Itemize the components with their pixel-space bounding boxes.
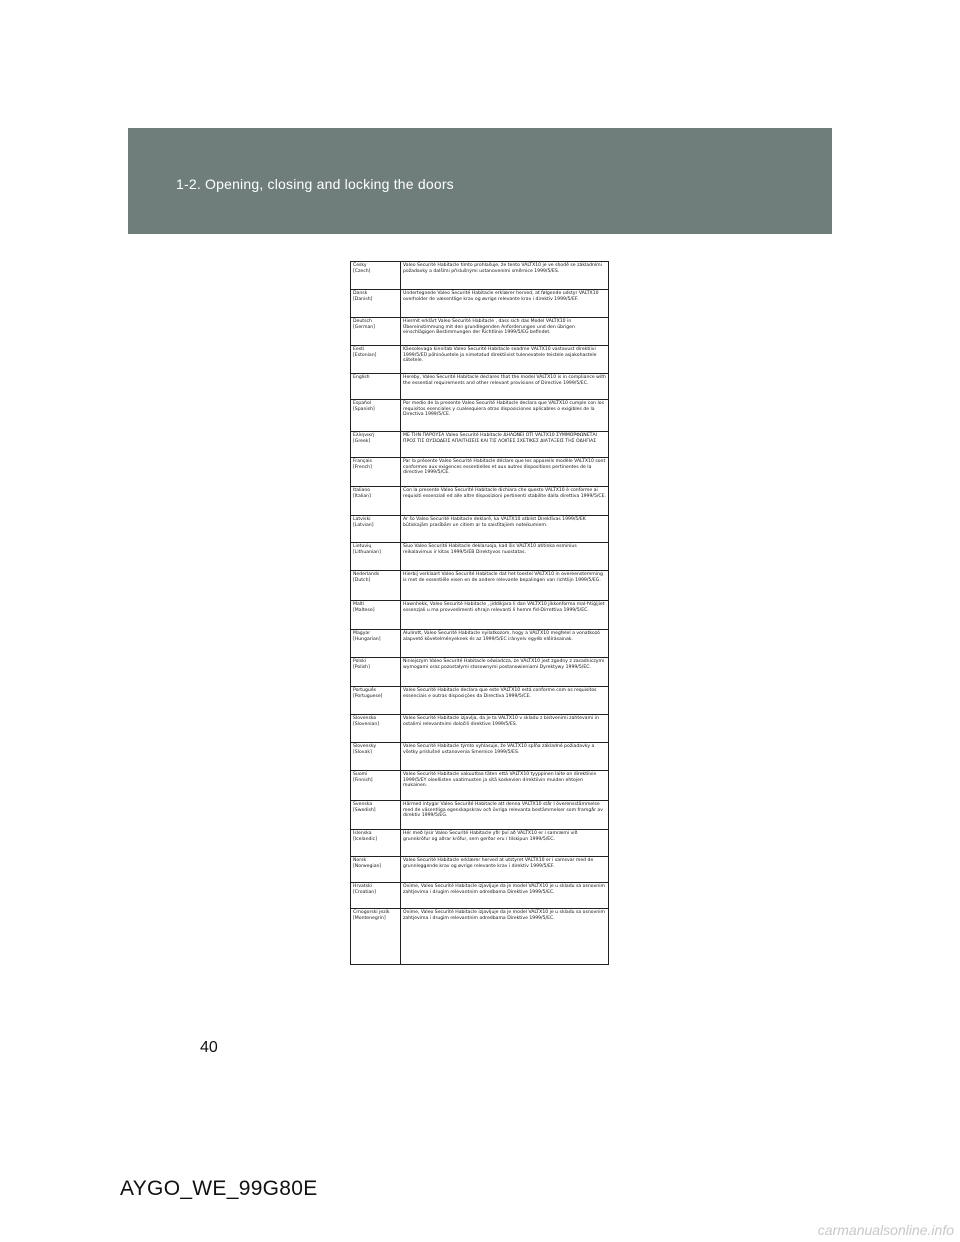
declaration-text: Undertegnede Valeo Securité Habitacle erklærer herved, at følgende udstyr VALTX10 overholder de væsentlige krav og øvrige relevante krav i direktiv 1999/5/EF. bbox=[401, 290, 609, 318]
declaration-text: Par la présente Valeo Securité Habitacle déclare que les appareils modèle VALTX10 sont conformes aux exigences essentielles et aux autres dispositions pertinentes de la directive 1999/5/CE. bbox=[401, 458, 609, 487]
table-row bbox=[351, 400, 609, 432]
document-code: AYGO_WE_99G80E bbox=[120, 1177, 318, 1200]
table-row bbox=[351, 771, 609, 801]
declaration-text: Hierbij verklaart Valeo Securité Habitacle dat het toestel VALTX10 in overeenstemming is met de essentiële eisen en de andere relevante bepalingen van richtlijn 1999/5/EG. bbox=[401, 571, 609, 601]
language-english-name: [French] bbox=[353, 464, 372, 470]
language-english-name: [Dutch] bbox=[353, 577, 371, 583]
language-cell bbox=[351, 743, 401, 771]
table-row bbox=[351, 346, 609, 374]
language-name: Íslenska bbox=[353, 831, 372, 836]
language-name: Malti bbox=[353, 602, 365, 607]
language-cell bbox=[351, 830, 401, 857]
table-row bbox=[351, 715, 609, 743]
page-header bbox=[128, 128, 832, 234]
language-english-name: [Norwegian] bbox=[353, 863, 382, 869]
declaration-text: Hér með lýsir Valeo Securité Habitacle yfir því að VALTX10 er í samræmi við grunnkröfur og aðrar kröfur, sem gerðar eru í tilskipun 1999/5/EC. bbox=[401, 830, 609, 857]
language-name: Français bbox=[353, 459, 372, 464]
language-name: Svenska bbox=[353, 802, 373, 807]
language-cell bbox=[351, 857, 401, 883]
language-english-name: [Slovak] bbox=[353, 749, 372, 755]
table-row bbox=[351, 374, 609, 400]
language-english-name: [Portuguese] bbox=[353, 693, 383, 699]
language-english-name: [Italian] bbox=[353, 493, 371, 499]
language-cell bbox=[351, 883, 401, 909]
declaration-text: Härmed intygar Valeo Securité Habitacle att denna VALTX10 står I överensstämmelse med de väsentliga egenskapskrav och övriga relevanta bestämmelser som framgår av direktiv 1999/5/EG. bbox=[401, 801, 609, 830]
language-cell bbox=[351, 374, 401, 400]
language-name: Česky bbox=[353, 263, 367, 268]
declaration-text: Valeo Securité Habitacle declara que este VALTX10 está conforme com os requisitos essenciais e outras disposições da Directiva 1999/5/CE. bbox=[401, 687, 609, 715]
declaration-text: Con la presente Valeo Securité Habitacle dichiara che questo VALTX10 è conforme ai requisiti essenziali ed alle altre disposizioni pertinenti stabilite dalla direttiva 1999/5/CE. bbox=[401, 487, 609, 516]
table-row bbox=[351, 630, 609, 658]
language-cell bbox=[351, 290, 401, 318]
language-cell bbox=[351, 715, 401, 743]
table-row bbox=[351, 687, 609, 715]
declaration-text: Hereby, Valeo Securité Habitacle declares that the model VALTX10 is in compliance with the essential requirements and other relevant provisions of Directive 1999/5/EC. bbox=[401, 374, 609, 400]
declaration-text: ΜΕ ΤΗΝ ΠΑΡΟΥΣΑ Valeo Securité Habitacle ΔΗΛΩΝΕΙ ΟΤΙ VALTX10 ΣΥΜΜΟΡΦΩΝΕΤΑΙ ΠΡΟΣ ΤΙΣ ΟΥΣΙΩΔΕΙΣ ΑΠΑΙΤΗΣΕΙΣ ΚΑΙ ΤΙΣ ΛΟΙΠΕΣ ΣΧΕΤΙΚΕΣ ΔΙΑΤΑΞΕΙΣ ΤΗΣ ΟΔΗΓΙΑΣ bbox=[401, 432, 609, 458]
language-name: Slovensko bbox=[353, 716, 377, 721]
language-english-name: [German] bbox=[353, 324, 375, 330]
language-name: Magyar bbox=[353, 631, 371, 636]
declaration-text: Valeo Securité Habitacle vakuuttaa täten että VALTX10 tyyppinen laite on direktiivin 1999/5/EY oleellisten vaatimusten ja sitä koskevien direktiivin muiden ehtojen mukainen. bbox=[401, 771, 609, 801]
language-english-name: [Maltese] bbox=[353, 607, 375, 613]
language-name: Norsk bbox=[353, 858, 367, 863]
language-name: Português bbox=[353, 688, 377, 693]
language-cell bbox=[351, 801, 401, 830]
language-cell bbox=[351, 571, 401, 601]
declaration-text: Ovime, Valeo Securité Habitacle izjavljuje da je model VALTX10 je u skladu sa osnovnim zahtjevima i drugim relevantnim odredbama Direktive 1999/5/EC. bbox=[401, 909, 609, 965]
language-name: Español bbox=[353, 401, 372, 406]
table-row bbox=[351, 318, 609, 346]
table-row bbox=[351, 857, 609, 883]
language-cell bbox=[351, 516, 401, 543]
table-row bbox=[351, 516, 609, 543]
language-cell bbox=[351, 630, 401, 658]
language-english-name: [Slovenian] bbox=[353, 721, 380, 727]
table-row bbox=[351, 458, 609, 487]
declaration-text: Hiermit erklärt Valeo Securité Habitacle , dass sich das Model VALTX10 in Übereinstimmung mit den grundlegenden Anforderungen und den übrigen einschlägigen Bestimmungen der Richtlinie 1999/5/EG befindet. bbox=[401, 318, 609, 346]
language-english-name: [Estonian] bbox=[353, 352, 377, 358]
page-number: 40 bbox=[200, 1039, 218, 1056]
language-cell bbox=[351, 346, 401, 374]
language-cell bbox=[351, 771, 401, 801]
language-cell bbox=[351, 487, 401, 516]
table-row bbox=[351, 290, 609, 318]
declaration-text: Alulírott, Valeo Securité Habitacle nyilatkozom, hogy a VALTX10 megfelel a vonatkozó alapvető követelményeknek és az 1999/5/EC irányelv egyéb előírásainak. bbox=[401, 630, 609, 658]
declaration-text: Šiuo Valeo Securité Habitacle deklaruoja, kad šis VALTX10 atitinka esminius reikalavimus ir kitas 1999/5/EB Direktyvos nuostatas. bbox=[401, 543, 609, 571]
language-english-name: [Greek] bbox=[353, 438, 371, 444]
table-row bbox=[351, 801, 609, 830]
language-english-name: [Montenegrin] bbox=[353, 915, 386, 921]
language-name: Deutsch bbox=[353, 319, 372, 324]
declaration-table bbox=[350, 261, 609, 965]
language-name: Crnogorski jezik bbox=[353, 910, 390, 915]
language-name: Suomi bbox=[353, 772, 368, 777]
table-row bbox=[351, 543, 609, 571]
language-cell bbox=[351, 432, 401, 458]
declaration-text: Käesolevaga kinnitab Valeo Securité Habitacle seadme VALTX10 vastavust direktiivi 1999/5/EÜ põhinõuetele ja nimetatud direktiivist tulenevatele teistele asjakohastele sätetele. bbox=[401, 346, 609, 374]
language-name: Hrvatski bbox=[353, 884, 373, 889]
table-row bbox=[351, 909, 609, 965]
language-english-name: [Czech] bbox=[353, 268, 371, 274]
language-english-name: [Polish] bbox=[353, 664, 370, 670]
language-cell bbox=[351, 400, 401, 432]
table-row bbox=[351, 743, 609, 771]
language-english-name: [Hungarian] bbox=[353, 636, 381, 642]
language-english-name: [Lithuanian] bbox=[353, 549, 381, 555]
declaration-text: Valeo Securité Habitacle erklærer herved at utstyret VALTX10 er i samsvar med de grunnleggende krav og øvrige relevante krav i direktiv 1999/5/EF. bbox=[401, 857, 609, 883]
language-cell bbox=[351, 262, 401, 290]
language-cell bbox=[351, 601, 401, 630]
declaration-text: Niniejszym Valeo Securité Habitacle oświadcza, że VALTX10 jest zgodny z zasadniczymi wymogami oraz pozostałymi stosownymi postanowieniami Dyrektywy 1999/5/EC. bbox=[401, 658, 609, 687]
language-name: English bbox=[353, 375, 370, 380]
language-english-name: [Spanish] bbox=[353, 406, 375, 412]
language-english-name: [Icelandic] bbox=[353, 836, 378, 842]
declaration-text: Valeo Securité Habitacle izjavlja, da je ta VALTX10 v skladu z bistvenimi zahtevami in ostalimi relevantnimi določili direktive 1999/5/ES. bbox=[401, 715, 609, 743]
language-cell bbox=[351, 687, 401, 715]
language-name: Italiano bbox=[353, 488, 371, 493]
table-row bbox=[351, 658, 609, 687]
language-english-name: [Swedish] bbox=[353, 807, 376, 813]
language-cell bbox=[351, 543, 401, 571]
declaration-text: Valeo Securité Habitacle týmto vyhlasuje, že VALTX10 spĺňa základné požiadavky a všetky príslušné ustanovenia Smernice 1999/5/ES. bbox=[401, 743, 609, 771]
declaration-text: Hawnhekk, Valeo Securité Habitacle , jiddikjara li dan VALTX10 jikkonforma mal-ħtiġijiet essenzjali u ma provvedimenti oħrajn relevanti li hemm fid-Dirrettiva 1999/5/EC. bbox=[401, 601, 609, 630]
table-row bbox=[351, 601, 609, 630]
language-name: Polski bbox=[353, 659, 367, 664]
table-row bbox=[351, 432, 609, 458]
language-name: Lietuvių bbox=[353, 544, 372, 549]
watermark: carmanualsonline.info bbox=[817, 1222, 954, 1238]
language-english-name: [Danish] bbox=[353, 296, 373, 302]
table-row bbox=[351, 487, 609, 516]
language-name: Dansk bbox=[353, 291, 368, 296]
section-title: 1-2. Opening, closing and locking the doors bbox=[176, 176, 454, 192]
language-cell bbox=[351, 909, 401, 965]
language-english-name: [Croatian] bbox=[353, 889, 377, 895]
language-cell bbox=[351, 318, 401, 346]
declaration-text: Ar šo Valeo Securité Habitacle deklarē, ka VALTX10 atbilst Direktīvas 1999/5/EK būtiskajām prasībām un citiem ar to saistītajiem noteikumiem. bbox=[401, 516, 609, 543]
table-row bbox=[351, 830, 609, 857]
declaration-text: Por medio de la presente Valeo Securité Habitacle declara que VALTX10 cumple con los requisitos esenciales y cualesquiera otras disposiciones aplicables o exigibles de la Directiva 1999/5/CE. bbox=[401, 400, 609, 432]
language-name: Nederlands bbox=[353, 572, 380, 577]
language-english-name: [Finnish] bbox=[353, 777, 373, 783]
table-row bbox=[351, 571, 609, 601]
language-name: Ελληνική bbox=[353, 433, 374, 438]
language-cell bbox=[351, 658, 401, 687]
declaration-text: Ovime, Valeo Securité Habitacle izjavljuje da je model VALTX10 je u skladu sa osnovnim zahtjevima i drugim relevantnim odredbama Direktive 1999/5/EC. bbox=[401, 883, 609, 909]
language-name: Latviski bbox=[353, 517, 371, 522]
table-row bbox=[351, 883, 609, 909]
language-name: Slovensky bbox=[353, 744, 377, 749]
language-cell bbox=[351, 458, 401, 487]
declaration-text: Valeo Securité Habitacle tímto prohlašuje, že tento VALTX10 je ve shodě se základními požadavky a dalšími příslušnými ustanoveními směrnice 1999/5/ES. bbox=[401, 262, 609, 290]
language-english-name: [Latvian] bbox=[353, 522, 374, 528]
language-name: Eesti bbox=[353, 347, 365, 352]
table-row bbox=[351, 262, 609, 290]
